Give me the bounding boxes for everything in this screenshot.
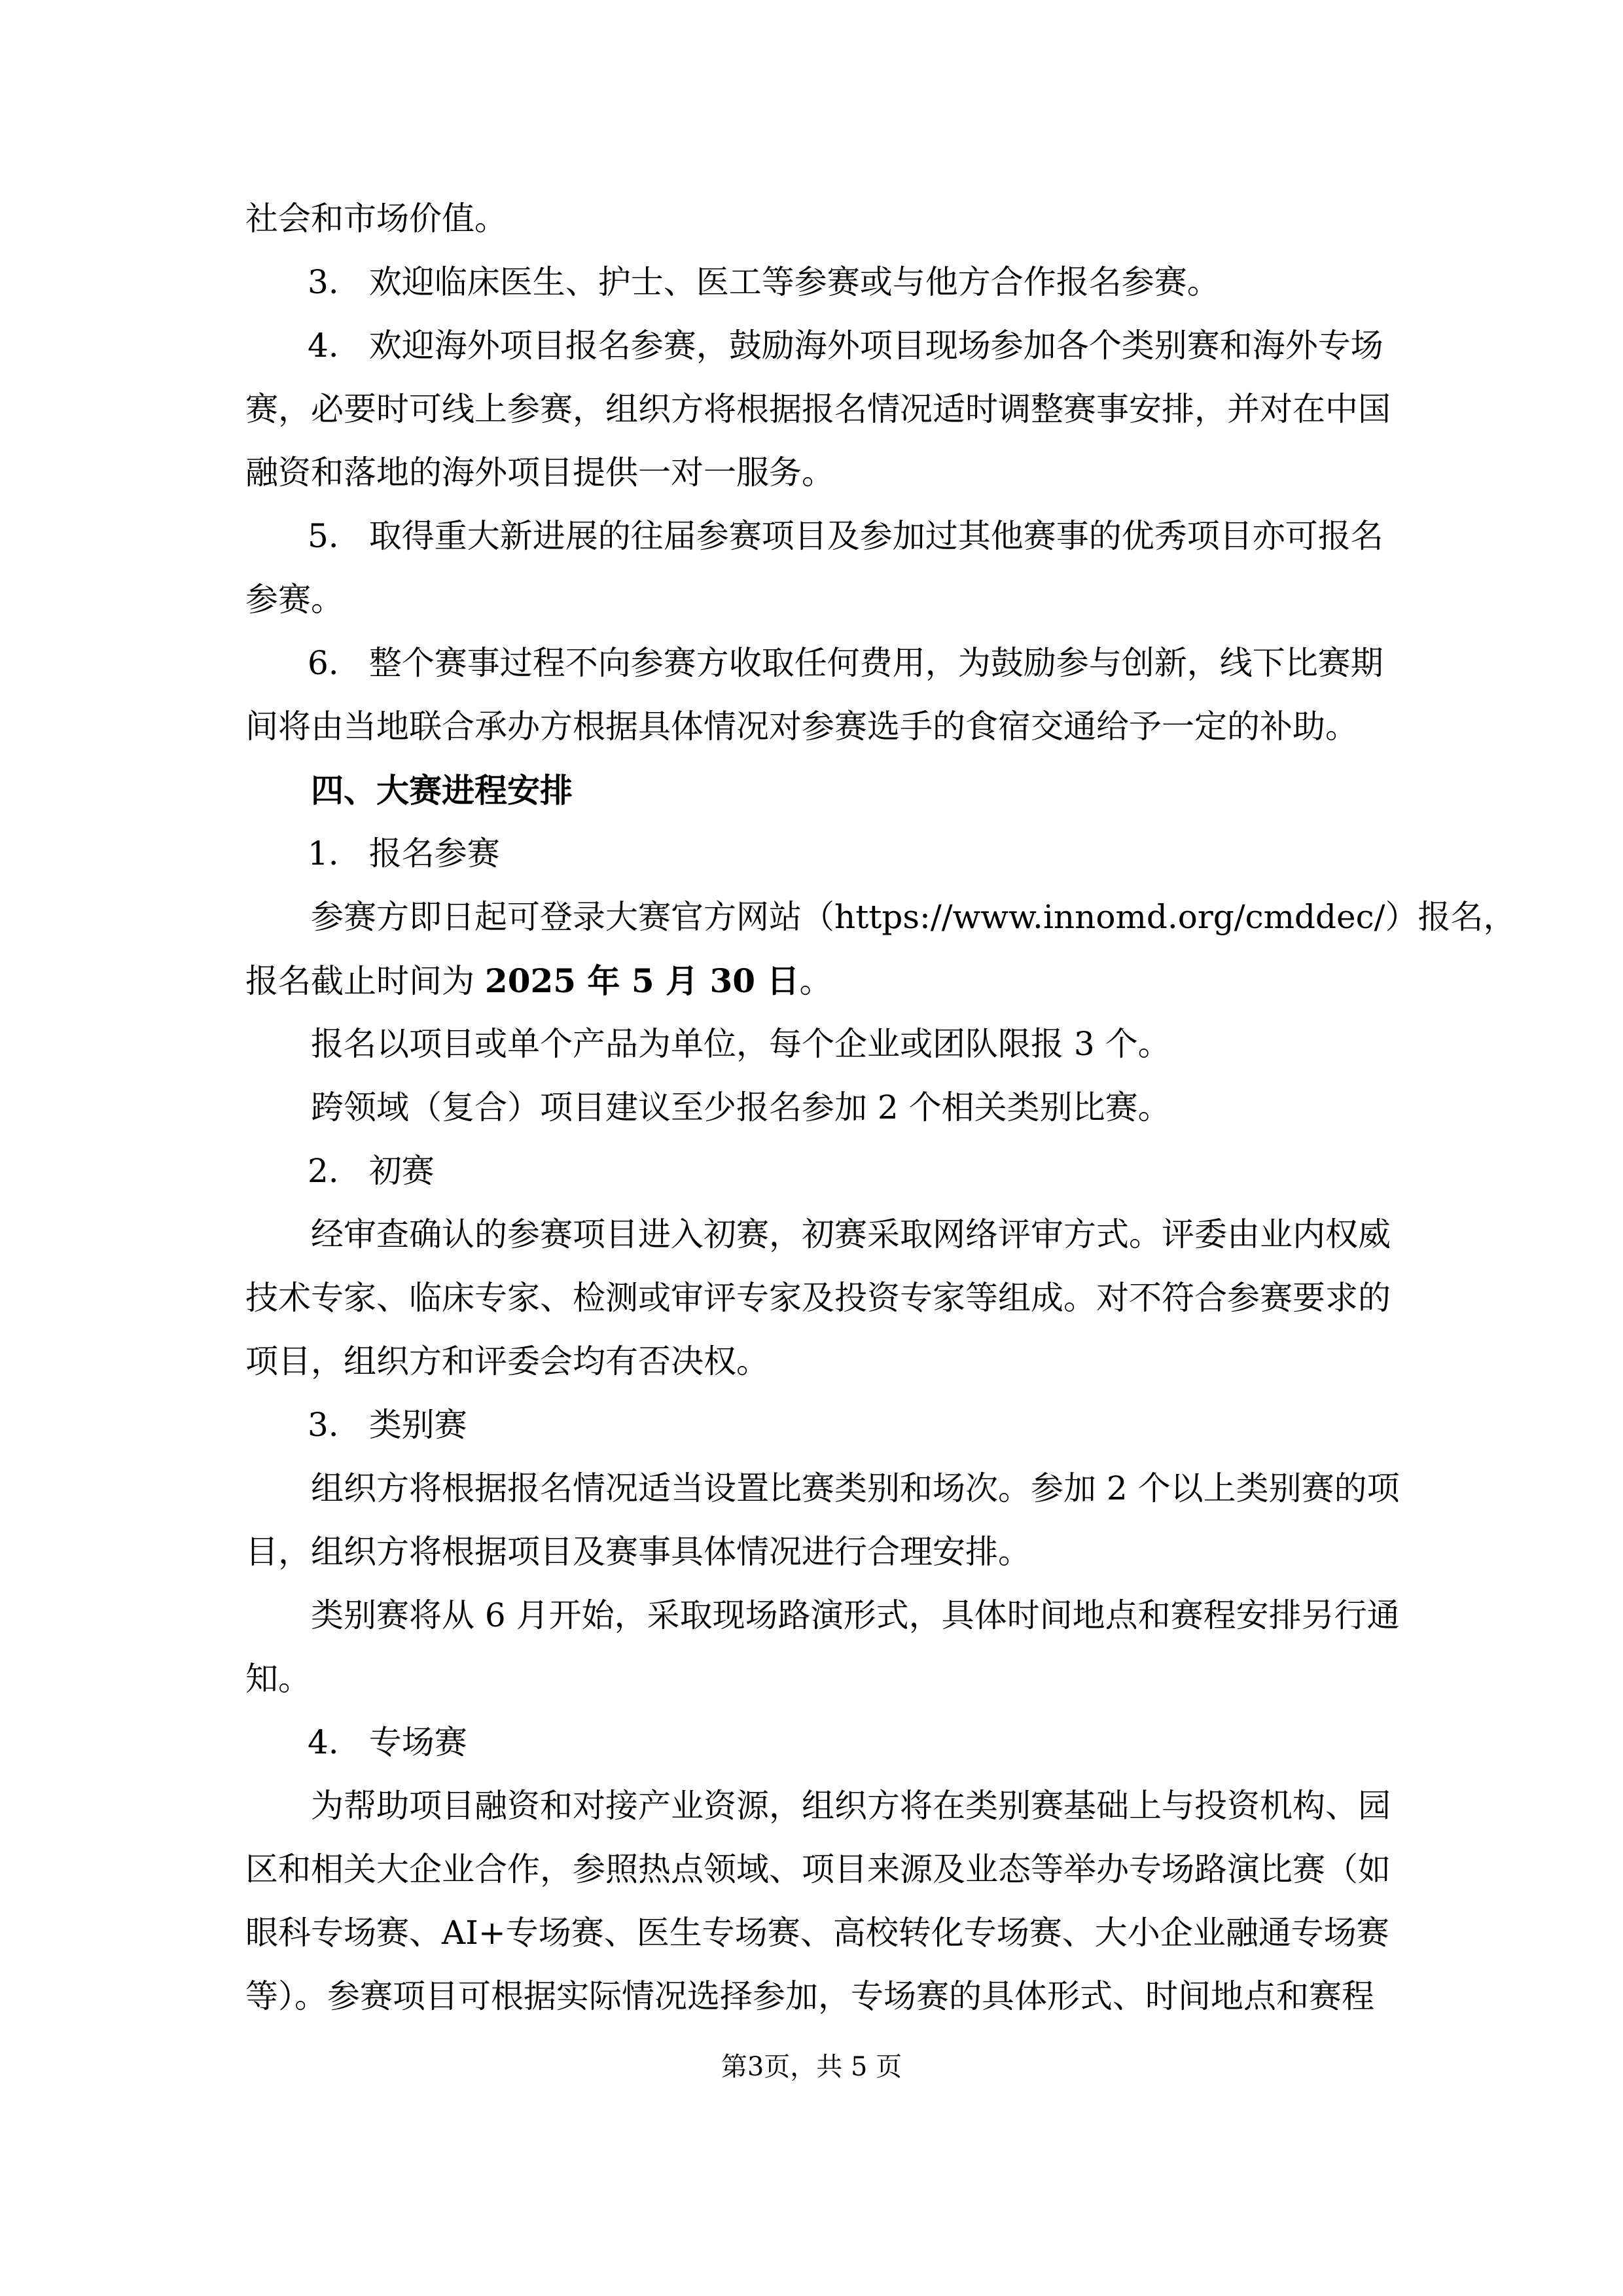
text-run: 知。 <box>245 1660 311 1698</box>
text-run: 区和相关大企业合作，参照热点领域、项目来源及业态等举办专场路演比赛（如 <box>245 1850 1391 1888</box>
paragraph-continuation <box>245 1520 1378 1584</box>
paragraph-continuation <box>245 949 1378 1013</box>
paragraph-start <box>245 1457 1400 1520</box>
text-run: 报名截止时间为 <box>245 962 485 1000</box>
text-run: 经审查确认的参赛项目进入初赛，初赛采取网络评审方式。评委由业内权威 <box>311 1215 1391 1253</box>
text-run: 技术专家、临床专家、检测或审评专家及投资专家等组成。对不符合参赛要求的 <box>245 1279 1391 1317</box>
text-run: 专场赛 <box>368 1723 467 1761</box>
paragraph-start <box>245 1076 1378 1139</box>
text-run: 融资和落地的海外项目提供一对一服务。 <box>245 454 834 492</box>
text-run: 初赛 <box>368 1152 435 1190</box>
list-number: 1. <box>308 834 339 872</box>
text-run: 。 <box>799 962 832 1000</box>
text-run: 组织方将根据报名情况适当设置比赛类别和场次。参加 2 个以上类别赛的项 <box>311 1469 1400 1507</box>
list-number: 3. <box>308 263 339 301</box>
text-run: 参赛。 <box>245 581 344 619</box>
page-content <box>245 187 1516 2028</box>
list-number: 2. <box>308 1152 339 1190</box>
paragraph-start <box>245 886 1516 949</box>
paragraph-continuation <box>245 1266 1391 1330</box>
text-run: 目，组织方将根据项目及赛事具体情况进行合理安排。 <box>245 1533 1031 1571</box>
paragraph-start <box>245 1584 1400 1647</box>
paragraph-start <box>245 1013 1378 1076</box>
text-run: 类别赛 <box>368 1406 467 1444</box>
paragraph-continuation <box>245 1965 1378 2028</box>
text-run: 报名参赛 <box>368 834 500 872</box>
text-run: 类别赛将从 6 月开始，采取现场路演形式，具体时间地点和赛程安排另行通 <box>311 1596 1400 1634</box>
bold-text: 四、大赛进程安排 <box>311 771 573 810</box>
paragraph-start <box>245 1774 1391 1838</box>
list-number: 6. <box>308 644 339 682</box>
text-run: 取得重大新进展的往届参赛项目及参加过其他赛事的优秀项目亦可报名 <box>368 517 1383 555</box>
paragraph-continuation <box>245 695 1378 759</box>
numbered-item <box>245 632 1383 695</box>
text-run: 跨领域（复合）项目建议至少报名参加 2 个相关类别比赛。 <box>311 1088 1171 1126</box>
text-run: 为帮助项目融资和对接产业资源，组织方将在类别赛基础上与投资机构、园 <box>311 1787 1391 1825</box>
bold-text: 2025 年 5 月 30 日 <box>484 961 800 1000</box>
paragraph-continuation <box>245 378 1391 441</box>
text-run: 赛，必要时可线上参赛，组织方将根据报名情况适时调整赛事安排，并对在中国 <box>245 390 1391 428</box>
list-number: 4. <box>308 327 339 365</box>
numbered-subitem <box>245 1393 1378 1457</box>
numbered-subitem <box>245 822 1378 886</box>
text-run: 整个赛事过程不向参赛方收取任何费用，为鼓励参与创新，线下比赛期 <box>368 644 1383 682</box>
list-number: 4. <box>308 1723 339 1761</box>
section-heading <box>245 759 1378 822</box>
text-run: 眼科专场赛、AI+专场赛、医生专场赛、高校转化专场赛、大小企业融通专场赛 <box>245 1914 1389 1952</box>
numbered-item <box>245 505 1383 568</box>
text-run: 欢迎临床医生、护士、医工等参赛或与他方合作报名参赛。 <box>368 263 1220 301</box>
numbered-item <box>245 251 1378 314</box>
paragraph-continuation <box>245 441 1378 505</box>
list-number: 5. <box>308 517 339 555</box>
page-footer: 第3页，共 5 页 <box>721 2052 902 2082</box>
list-number: 3. <box>308 1406 339 1444</box>
text-run: 项目，组织方和评委会均有否决权。 <box>245 1342 769 1380</box>
paragraph-continuation <box>245 568 1378 632</box>
text-run: 间将由当地联合承办方根据具体情况对参赛选手的食宿交通给予一定的补助。 <box>245 708 1358 745</box>
text-run: 报名以项目或单个产品为单位，每个企业或团队限报 3 个。 <box>311 1025 1171 1063</box>
text-run: 等）。参赛项目可根据实际情况选择参加，专场赛的具体形式、时间地点和赛程 <box>245 1977 1374 2015</box>
numbered-subitem <box>245 1139 1378 1203</box>
paragraph-continuation <box>245 1647 1378 1711</box>
numbered-subitem <box>245 1711 1378 1774</box>
paragraph-continuation <box>245 1838 1391 1901</box>
text-run: 社会和市场价值。 <box>245 200 507 238</box>
paragraph-continuation <box>245 1901 1389 1965</box>
numbered-item <box>245 314 1383 378</box>
text-run: 参赛方即日起可登录大赛官方网站（https://www.innomd.org/cmddec/）报名， <box>311 898 1516 936</box>
paragraph-continuation <box>245 1330 1378 1393</box>
paragraph-start <box>245 1203 1391 1266</box>
text-run: 欢迎海外项目报名参赛，鼓励海外项目现场参加各个类别赛和海外专场 <box>368 327 1383 365</box>
paragraph-continuation <box>245 187 1378 251</box>
